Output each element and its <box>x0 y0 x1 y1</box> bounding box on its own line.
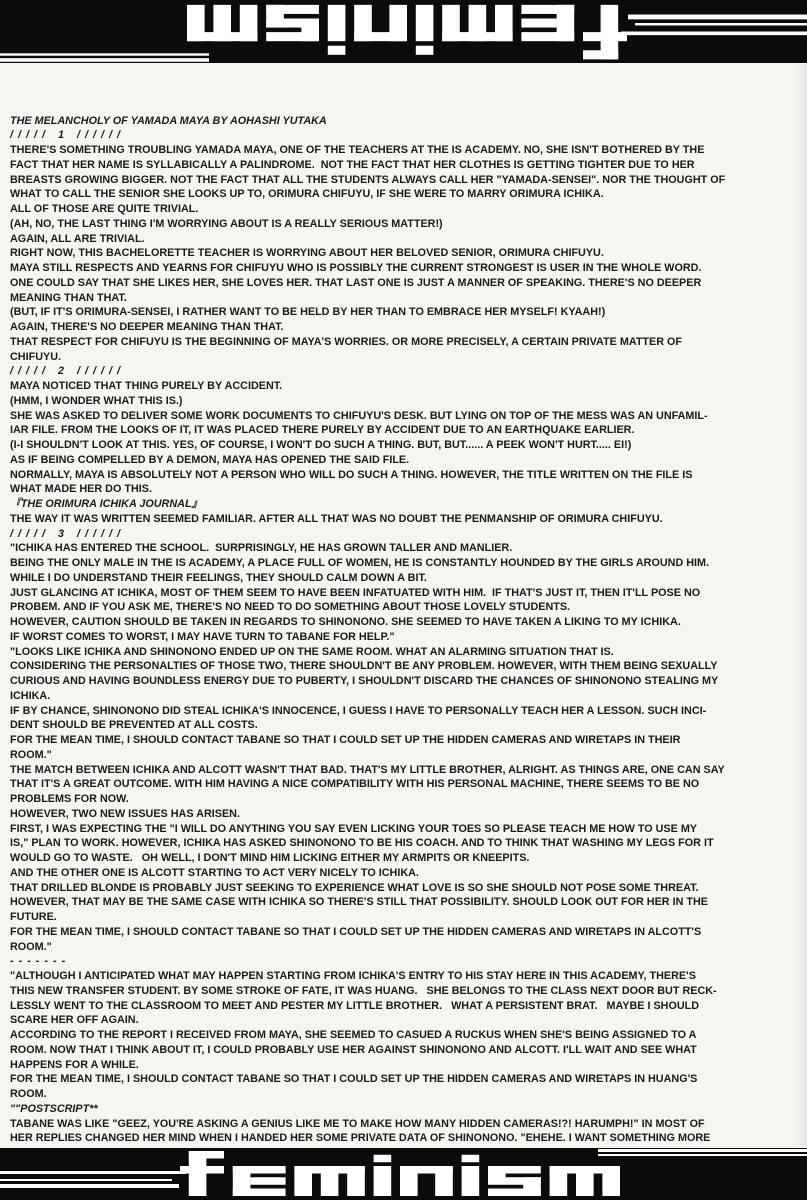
text-line: ACCORDING TO THE REPORT I RECEIVED FROM MAYA, SHE SEEMED TO CASUED A RUCKUS WHEN SHE'S BEING ASSIGNED TO A <box>10 1029 697 1042</box>
text-line: CHIFUYU. <box>10 350 61 363</box>
text-line: MAYA NOTICED THAT THING PURELY BY ACCIDENT. <box>10 380 283 393</box>
text-line: "ICHIKA HAS ENTERED THE SCHOOL. SURPRISINGLY, HE HAS GROWN TALLER AND MANLIER. <box>10 542 513 555</box>
text-line: ""POSTSCRIPT** <box>10 1102 98 1115</box>
article-body <box>10 84 804 1200</box>
text-line: RIGHT NOW, THIS BACHELORETTE TEACHER IS WORRYING ABOUT HER BELOVED SENIOR, ORIMURA CHIFUYU. <box>10 247 604 260</box>
text-line: MEANING THAN THAT. <box>10 291 127 304</box>
section-divider: / / / / / 2 / / / / / / <box>10 365 121 378</box>
text-line: TABANE WAS LIKE "GEEZ, YOU'RE ASKING A GENIUS LIKE ME TO MAKE HOW MANY HIDDEN CAMERAS!?! HARUMPH!" IN MOST OF <box>10 1117 705 1130</box>
text-line: SCARE HER OFF AGAIN. <box>10 1014 139 1027</box>
text-line: "ALTHOUGH I ANTICIPATED WHAT MAY HAPPEN STARTING FROM ICHIKA'S ENTRY TO HIS STAY HERE IN THIS ACADEMY, THERE'S <box>10 970 696 983</box>
article-lines <box>10 114 804 1176</box>
text-line: AND THE OTHER ONE IS ALCOTT STARTING TO ACT VERY NICELY TO ICHIKA. <box>10 866 419 879</box>
text-line: FUTURE. <box>10 911 57 924</box>
section-divider: - - - - - - - <box>10 955 67 968</box>
text-line: HAPPENS FOR A WHILE. <box>10 1058 139 1071</box>
text-line: MAYA STILL RESPECTS AND YEARNS FOR CHIFUYU WHO IS POSSIBLY THE CURRENT STRONGEST IS USER IN THE WHOLE WORD. <box>10 262 702 275</box>
text-line: IS," PLAN TO WORK. HOWEVER, ICHIKA HAS ASKED SHINONONO TO BE HIS COACH. AND TO THINK THAT WASHING MY LEGS FOR IT <box>10 837 714 850</box>
text-line: (I-I SHOULDN'T LOOK AT THIS. YES, OF COURSE, I WON'T DO SUCH A THING. BUT, BUT...... A PEEK WON'T HURT..... EI!) <box>10 439 632 452</box>
text-line: HER REPLIES CHANGED HER MIND WHEN I HANDED HER SOME PRIVATE DATA OF SHINONONO. "EHEHE. I WANT SOMETHING MORE <box>10 1132 711 1145</box>
text-line: AGAIN, THERE'S NO DEEPER MEANING THAN THAT. <box>10 321 284 334</box>
text-line: ROOM." <box>10 940 52 953</box>
text-line: ROOM." <box>10 748 52 761</box>
text-line: THERE'S SOMETHING TROUBLING YAMADA MAYA, ONE OF THE TEACHERS AT THE IS ACADEMY. NO, SHE ISN'T BOTHERED BY THE <box>10 144 705 157</box>
text-line: (AH, NO, THE LAST THING I'M WORRYING ABOUT IS A REALLY SERIOUS MATTER!) <box>10 217 443 230</box>
text-line: WHAT TO CALL THE SENIOR SHE LOOKS UP TO, ORIMURA CHIFUYU, IF SHE WERE TO MARRY ORIMURA ICHIKA. <box>10 188 604 201</box>
text-line: AGAIN, ALL ARE TRIVIAL. <box>10 232 145 245</box>
feminism-logo-bottom <box>0 1148 807 1200</box>
text-line: THE WAY IT WAS WRITTEN SEEMED FAMILIAR. AFTER ALL THAT WAS NO DOUBT THE PENMANSHIP OF ORIMURA CHIFUYU. <box>10 512 663 525</box>
text-line: ICHIKA. <box>10 689 51 702</box>
text-line: HOWEVER, THAT MAY BE THE SAME CASE WITH ICHIKA SO THERE'S STILL THAT POSSIBILITY. SHOULD LOOK OUT FOR HER IN THE <box>10 896 708 909</box>
text-line: BEING THE ONLY MALE IN THE IS ACADEMY, A PLACE FULL OF WOMEN, HE IS CONSTANTLY HOUNDED BY THE GIRLS AROUND HIM. <box>10 557 710 570</box>
text-line: IF BY CHANCE, SHINONONO DID STEAL ICHIKA'S INNOCENCE, I GUESS I HAVE TO PERSONALLY TEACH HER A LESSON. SUCH INCI- <box>10 704 707 717</box>
text-line: PROBEM. AND IF YOU ASK ME, THERE'S NO NEED TO DO SOMETHING ABOUT THOSE LOVELY STUDENTS. <box>10 601 571 614</box>
text-line: FOR THE MEAN TIME, I SHOULD CONTACT TABANE SO THAT I COULD SET UP THE HIDDEN CAMERAS AND WIRETAPS IN HUANG'S <box>10 1073 698 1086</box>
text-line: ROOM. <box>10 1088 47 1101</box>
bottom-banner <box>0 1148 807 1200</box>
text-line: THE MATCH BETWEEN ICHIKA AND ALCOTT WASN'T THAT BAD. THAT'S MY LITTLE BROTHER, ALRIGHT. AS THINGS ARE, ONE CAN SAY <box>10 763 725 776</box>
text-line: THAT DRILLED BLONDE IS PROBABLY JUST SEEKING TO EXPERIENCE WHAT LOVE IS SO SHE SHOULD NOT POSE SOME THREAT. <box>10 881 699 894</box>
text-line: CURIOUS AND HAVING BOUNDLESS ENERGY DUE TO PUBERTY, I SHOULDN'T DISCARD THE CHANCES OF SHINONONO STEALING MY <box>10 675 719 688</box>
text-line: THIS NEW TRANSFER STUDENT. BY SOME STROKE OF FATE, IT WAS HUANG. SHE BELONGS TO THE CLASS NEXT DOOR BUT RECK- <box>10 984 717 997</box>
text-line: IF WORST COMES TO WORST, I MAY HAVE TURN TO TABANE FOR HELP." <box>10 630 395 643</box>
section-divider: / / / / / 1 / / / / / / <box>10 129 121 142</box>
text-line: ROOM. NOW THAT I THINK ABOUT IT, I COULD PROBABLY USE HER AGAINST SHINONONO AND ALCOTT. I'LL WAIT AND SEE WHAT <box>10 1043 697 1056</box>
text-line: THAT RESPECT FOR CHIFUYU IS THE BEGINNING OF MAYA'S WORRIES. OR MORE PRECISELY, A CERTAIN PRIVATE MATTER OF <box>10 335 683 348</box>
text-line: WHAT MADE HER DO THIS. <box>10 483 152 496</box>
text-line: LESSLY WENT TO THE CLASSROOM TO MEET AND PESTER MY LITTLE BROTHER. WHAT A PERSISTENT BRAT. MAYBE I SHOULD <box>10 999 700 1012</box>
text-line: 『THE ORIMURA ICHIKA JOURNAL』 <box>10 498 203 511</box>
text-line: WHILE I DO UNDERSTAND THEIR FEELINGS, THEY SHOULD CALM DOWN A BIT. <box>10 571 427 584</box>
text-line: WOULD GO TO WASTE. OH WELL, I DON'T MIND HIM LICKING EITHER MY ARMPITS OR KNEEPITS. <box>10 852 530 865</box>
text-line: PROBLEMS FOR NOW. <box>10 793 129 806</box>
text-line: FACT THAT HER NAME IS SYLLABICALLY A PALINDROME. NOT THE FACT THAT HER CLOTHES IS GETTING TIGHTER DUE TO HER <box>10 158 695 171</box>
text-line: NORMALLY, MAYA IS ABSOLUTELY NOT A PERSON WHO WILL DO SUCH A THING. HOWEVER, THE TITLE WRITTEN ON THE FILE IS <box>10 468 693 481</box>
text-line: THAT IT'S A GREAT OUTCOME. WITH HIM HAVING A NICE COMPATIBILITY WITH HIS PERSONAL MACHINE, THERE SEEMS TO BE NO <box>10 778 700 791</box>
section-divider: / / / / / 3 / / / / / / <box>10 527 121 540</box>
text-line: (BUT, IF IT'S ORIMURA-SENSEI, I RATHER WANT TO BE HELD BY HER THAN TO EMBRACE HER MYSELF! KYAAH!) <box>10 306 606 319</box>
text-line: CONSIDERING THE PERSONALTIES OF THOSE TWO, THERE SHOULDN'T BE ANY PROBLEM. HOWEVER, WITH THEM BEING SEXUALLY <box>10 660 718 673</box>
text-line: (HMM, I WONDER WHAT THIS IS.) <box>10 394 183 407</box>
text-line: ONE COULD SAY THAT SHE LIKES HER, SHE LOVES HER. THAT LAST ONE IS JUST A MANNER OF SPEAKING. THERE'S NO DEEPER <box>10 276 702 289</box>
text-line: IAR FILE. FROM THE LOOKS OF IT, IT WAS PLACED THERE PURELY BY ACCIDENT DUE TO AN EARTHQUAKE EARLIER. <box>10 424 635 437</box>
text-line: FOR THE MEAN TIME, I SHOULD CONTACT TABANE SO THAT I COULD SET UP THE HIDDEN CAMERAS AND WIRETAPS IN THEIR <box>10 734 681 747</box>
text-line: BREASTS GROWING BIGGER. NOT THE FACT THAT ALL THE STUDENTS ALWAYS CALL HER "YAMADA-SENSEI". NOR THE THOUGHT OF <box>10 173 726 186</box>
text-line: FIRST, I WAS EXPECTING THE "I WILL DO ANYTHING YOU SAY EVEN LICKING YOUR TOES SO PLEASE TEACH ME HOW TO USE MY <box>10 822 698 835</box>
text-line: DENT SHOULD BE PREVENTED AT ALL COSTS. <box>10 719 258 732</box>
text-line: AS IF BEING COMPELLED BY A DEMON, MAYA HAS OPENED THE SAID FILE. <box>10 453 410 466</box>
text-line: "LOOKS LIKE ICHIKA AND SHINONONO ENDED UP ON THE SAME ROOM. WHAT AN ALARMING SITUATION THAT IS. <box>10 645 614 658</box>
feminism-logo-top <box>0 0 807 63</box>
text-line: JUST GLANCING AT ICHIKA, MOST OF THEM SEEM TO HAVE BEEN INFATUATED WITH HIM. IF THAT'S JUST IT, THEN IT'LL POSE NO <box>10 586 701 599</box>
text-line: ALL OF THOSE ARE QUITE TRIVIAL. <box>10 203 199 216</box>
text-line: HOWEVER, CAUTION SHOULD BE TAKEN IN REGARDS TO SHINONONO. SHE SEEMED TO HAVE TAKEN A LIKING TO MY ICHIKA. <box>10 616 681 629</box>
top-banner <box>0 0 807 63</box>
text-line: FOR THE MEAN TIME, I SHOULD CONTACT TABANE SO THAT I COULD SET UP THE HIDDEN CAMERAS AND WIRETAPS IN ALCOTT'S <box>10 925 702 938</box>
text-line: THE MELANCHOLY OF YAMADA MAYA BY AOHASHI YUTAKA <box>10 114 327 127</box>
text-line: HOWEVER, TWO NEW ISSUES HAS ARISEN. <box>10 807 240 820</box>
text-line: SHE WAS ASKED TO DELIVER SOME WORK DOCUMENTS TO CHIFUYU'S DESK. BUT LYING ON TOP OF THE MESS WAS AN UNFAMIL- <box>10 409 708 422</box>
